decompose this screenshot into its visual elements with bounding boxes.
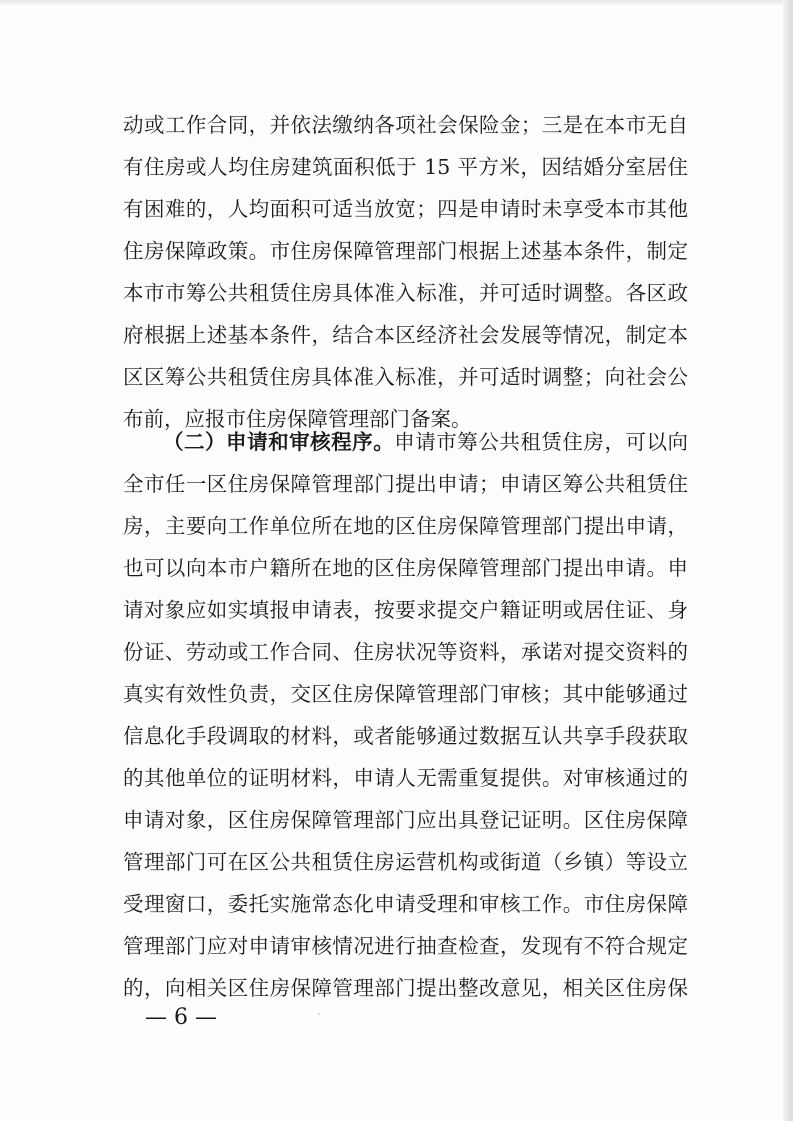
- paragraph1-line-3: 有困难的，人均面积可适当放宽；四是申请时未享受本市其他: [123, 197, 688, 221]
- paragraph1-line-2: 有住房或人均住房建筑面积低于 15 平方米，因结婚分室居住: [123, 155, 688, 179]
- page-number: — 6 —: [145, 1005, 217, 1030]
- paragraph2-line-3: 房，主要向工作单位所在地的区住房保障管理部门提出申请，: [123, 514, 688, 538]
- paragraph1-line-6: 府根据上述基本条件，结合本区经济社会发展等情况，制定本: [123, 323, 688, 347]
- paragraph1-line-8: 布前，应报市住房保障管理部门备案。: [123, 407, 472, 431]
- paragraph1-line-5: 本市市筹公共租赁住房具体准入标准，并可适时调整。各区政: [123, 281, 688, 305]
- scan-top-shadow: [0, 0, 793, 6]
- paragraph2-line-1-text: 申请市筹公共租赁住房，可以向: [394, 430, 689, 454]
- paragraph2-line-5: 请对象应如实填报申请表，按要求提交户籍证明或居住证、身: [123, 598, 688, 622]
- paragraph2-line-9: 的其他单位的证明材料，申请人无需重复提供。对审核通过的: [123, 766, 688, 790]
- paragraph2-line-4: 也可以向本市户籍所在地的区住房保障管理部门提出申请。申: [123, 556, 688, 580]
- paragraph2-line-2: 全市任一区住房保障管理部门提出申请；申请区筹公共租赁住: [123, 472, 688, 496]
- paragraph2-line-10: 申请对象，区住房保障管理部门应出具登记证明。区住房保障: [123, 808, 688, 832]
- paragraph1-line-1: 动或工作合同，并依法缴纳各项社会保险金；三是在本市无自: [123, 113, 688, 137]
- paragraph2-line-8: 信息化手段调取的材料，或者能够通过数据互认共享手段获取: [123, 724, 688, 748]
- scan-speck: [318, 1013, 320, 1015]
- paragraph1-line-4: 住房保障政策。市住房保障管理部门根据上述基本条件，制定: [123, 239, 688, 263]
- paragraph2-line-1: [163, 422, 688, 462]
- paragraph2-line-14: 的，向相关区住房保障管理部门提出整改意见，相关区住房保: [123, 976, 688, 1000]
- scan-right-edge: [783, 0, 793, 1121]
- paragraph2-line-7: 真实有效性负责，交区住房保障管理部门审核；其中能够通过: [123, 682, 688, 706]
- paragraph2-line-6: 份证、劳动或工作合同、住房状况等资料，承诺对提交资料的: [123, 640, 688, 664]
- paragraph2-line-11: 管理部门可在区公共租赁住房运营机构或街道（乡镇）等设立: [123, 850, 688, 874]
- paragraph2-line-13: 管理部门应对申请审核情况进行抽查检查，发现有不符合规定: [123, 934, 688, 958]
- paragraph1-line-7: 区区筹公共租赁住房具体准入标准，并可适时调整；向社会公: [123, 365, 688, 389]
- paragraph2-line-12: 受理窗口，委托实施常态化申请受理和审核工作。市住房保障: [123, 892, 688, 916]
- section-heading: （二）申请和审核程序。: [163, 430, 395, 454]
